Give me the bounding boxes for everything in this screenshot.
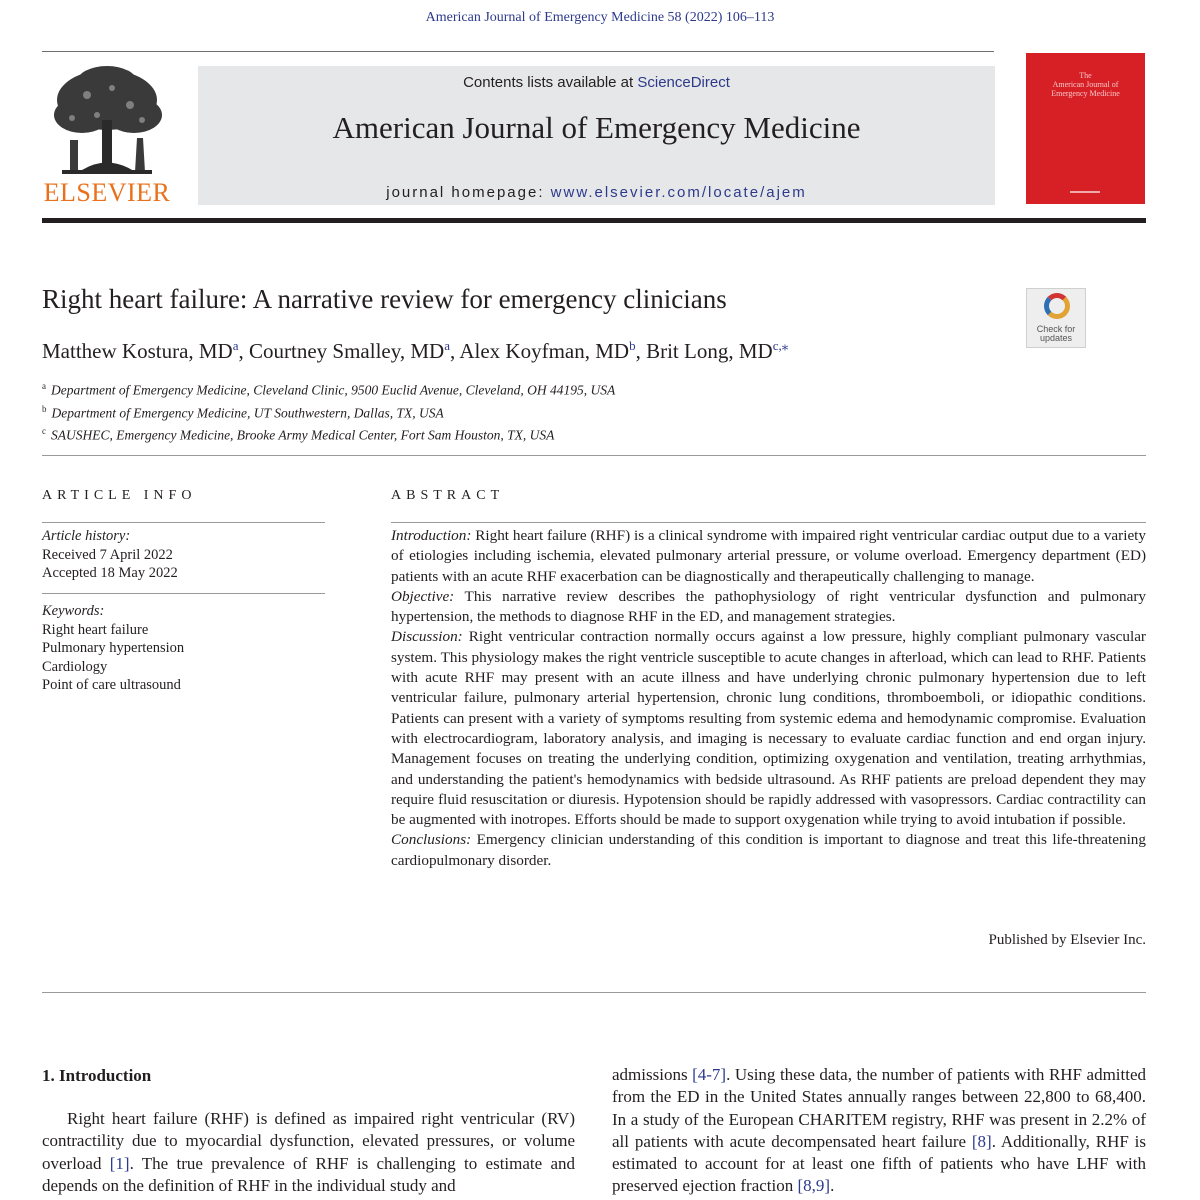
- cover-title: The American Journal of Emergency Medicine: [1051, 71, 1120, 98]
- abstract-discussion: Discussion: Right ventricular contraction normally occurs against a low pressure, highly compliant pulmonary vascular system. This physiology makes the right ventricle susceptible to acute changes in afterload, which can lead to RHF. Patients with acute RHF may present with an acute illness and have underlying chronic pulmonary hypertension due to left ventricular failure, pulmonary arterial hypertension, chronic lung conditions, thromboemboli, or idiopathic conditions. Patients can present with a variety of symptoms resulting from systemic edema and hemodynamic compromise. Evaluation with electrocardiogram, laboratory analysis, and imaging is necessary to evaluate cardiac function and end organ injury. Management focuses on treating the underlying condition, optimizing oxygenation and ventilation, treating arrhythmias, and understanding the patient's hemodynamics with bedside ultrasound. As RHF patients are preload dependent they may require fluid resuscitation or diuresis. Hypotension should be rapidly addressed with vasopressors. Cardiac contractility can be augmented with inotropes. Efforts should be made to support oxygenation while trying to avoid intubation if possible.: [391, 628, 1146, 829]
- citation-link[interactable]: [8]: [971, 1131, 992, 1151]
- abstract-body: [391, 526, 1146, 871]
- intro-paragraph-right: admissions [4-7]. Using these data, the number of patients with RHF admitted from the ED in the United States annually ranges between 22,800 to 68,400. In a study of the European CHARITEM registry, RHF was present in 2.2% of all patients with acute decompensated heart failure [8]. Additionally, RHF is estimated to account for at least one fifth of patients who have LHF with preserved ejection fraction [8,9].: [612, 1065, 1147, 1196]
- article-info-heading: ARTICLE INFO: [42, 488, 197, 503]
- abstract-heading: ABSTRACT: [391, 488, 505, 503]
- article-info-divider: [42, 522, 325, 523]
- keywords-block: Keywords: Right heart failure Pulmonary hypertension Cardiology Point of care ultrasound: [42, 602, 325, 695]
- affiliation-item: $^a$ Department of Emergency Medicine, Cleveland Clinic, 9500 Euclid Avenue, Cleveland, OH 44195, USA: [42, 381, 616, 398]
- journal-name: American Journal of Emergency Medicine: [332, 110, 861, 145]
- masthead-divider: [42, 218, 1146, 223]
- citation-link[interactable]: [4-7]: [692, 1065, 727, 1084]
- keyword: Pulmonary hypertension: [42, 640, 185, 656]
- abstract-divider: [391, 522, 1146, 523]
- article-title: Right heart failure: A narrative review for emergency clinicians: [42, 284, 727, 314]
- keyword: Right heart failure: [42, 621, 149, 638]
- section-heading-introduction: 1. Introduction: [42, 1066, 152, 1085]
- citation-link[interactable]: [8,9]: [797, 1176, 831, 1196]
- publisher-name: ELSEVIER: [43, 178, 171, 207]
- cover-footer-mark: [1070, 191, 1100, 193]
- intro-paragraph-left: Right heart failure (RHF) is defined as impaired right ventricular (RV) contractility due to myocardial dysfunction, elevated pressures, or volume overload [1]. The true prevalence of RHF is challenging to estimate and depends on the definition of RHF in the individual study and: [42, 1109, 575, 1195]
- header-divider: [42, 455, 1146, 456]
- journal-masthead: [198, 66, 995, 205]
- check-updates-label: Check for updates: [1036, 324, 1076, 343]
- homepage-line: journal homepage: www.elsevier.com/locate/ajem: [386, 184, 807, 201]
- affiliation-list: [42, 377, 615, 445]
- affiliation-link[interactable]: b: [629, 338, 636, 353]
- received-date: Received 7 April 2022: [42, 546, 173, 563]
- top-divider: [42, 51, 994, 52]
- sciencedirect-link[interactable]: ScienceDirect: [637, 74, 730, 91]
- affiliation-link[interactable]: c,⁎: [772, 338, 789, 353]
- affiliation-link[interactable]: a: [444, 338, 451, 353]
- abstract-objective: Objective: This narrative review describes the pathophysiology of right ventricular dysfunction and pulmonary hypertension, the methods to diagnose RHF in the ED, and management strategies.: [391, 587, 1146, 626]
- abstract-bottom-divider: [42, 992, 1146, 993]
- affiliation-item: $^c$ SAUSHEC, Emergency Medicine, Brooke Army Medical Center, Fort Sam Houston, TX, USA: [42, 426, 555, 443]
- accepted-date: Accepted 18 May 2022: [42, 565, 178, 581]
- journal-cover-thumbnail[interactable]: [1026, 53, 1145, 204]
- abstract-introduction: Introduction: Right heart failure (RHF) is a clinical syndrome with impaired right ventricular cardiac output due to a variety of etiologies including ischemia, elevated pulmonary arterial pressure, or volume overload. Emergency department (ED) patients with an acute RHF exacerbation can be diagnostically and therapeutically challenging to manage.: [391, 527, 1146, 585]
- abstract-conclusions: Conclusions: Emergency clinician understanding of this condition is important to diagnose and treat this life-threatening cardiopulmonary disorder.: [391, 831, 1146, 869]
- running-head[interactable]: American Journal of Emergency Medicine 58 (2022) 106–113: [425, 10, 775, 25]
- check-for-updates-button[interactable]: [1026, 288, 1086, 348]
- author-name[interactable]: Courtney Smalley, MD: [249, 339, 445, 363]
- contents-line: Contents lists available at ScienceDirect: [463, 74, 730, 91]
- author-list: Matthew Kostura, $MD^a$, Courtney Smalley, $MD^a$, Alex Koyfman, $MD^b$, Brit Long, $MD^{c,⁎}$: [42, 338, 789, 363]
- citation-link[interactable]: [1]: [109, 1153, 130, 1173]
- publisher-statement: Published by Elsevier Inc.: [988, 932, 1146, 948]
- article-history: Article history: Received 7 April 2022 Accepted 18 May 2022: [42, 527, 325, 583]
- journal-homepage-link[interactable]: www.elsevier.com/locate/ajem: [550, 184, 807, 201]
- check-updates-icon: [1044, 293, 1070, 319]
- keyword: Point of care ultrasound: [42, 677, 181, 693]
- author-name[interactable]: Matthew Kostura, MD: [42, 339, 233, 363]
- author-name[interactable]: Brit Long, MD: [646, 339, 773, 363]
- affiliation-link[interactable]: a: [232, 338, 239, 353]
- affiliation-item: $^b$ Department of Emergency Medicine, UT Southwestern, Dallas, TX, USA: [42, 403, 444, 420]
- keywords-divider: [42, 593, 325, 594]
- keyword: Cardiology: [42, 658, 108, 675]
- author-name[interactable]: Alex Koyfman, MD: [459, 339, 630, 363]
